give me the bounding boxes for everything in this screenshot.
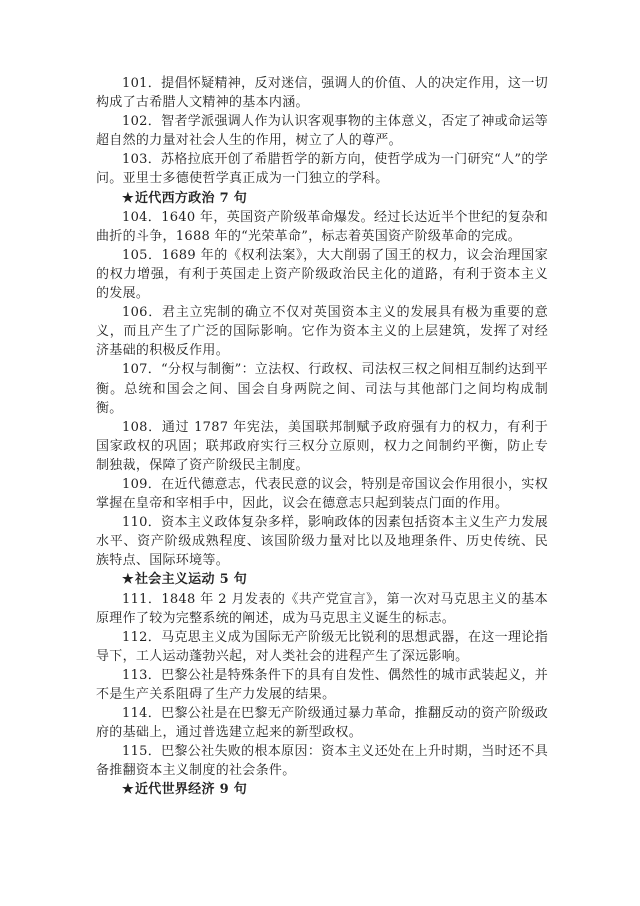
- paragraph-109: 109．在近代德意志，代表民意的议会，特别是帝国议会作用很小，实权掌握在皇帝和宰相手中，因此，议会在德意志只起到装点门面的作用。: [96, 476, 548, 512]
- paragraph-101: 101．提倡怀疑精神，反对迷信，强调人的价值、人的决定作用，这一切构成了古希腊人文精神的基本内涵。: [96, 76, 548, 111]
- paragraph-106: 106．君主立宪制的确立不仅对英国资本主义的发展具有极为重要的意义，而且产生了广泛的国际影响。它作为资本主义的上层建筑，发挥了对经济基础的积极反作用。: [96, 305, 548, 359]
- star-icon: ★: [122, 782, 134, 798]
- section-title: 近代世界经济 9 句: [134, 782, 248, 798]
- paragraph-108: 108．通过 1787 年宪法，美国联邦制赋予政府强有力的权力，有利于国家政权的巩固；联邦政府实行三权分立原则，权力之间制约平衡，防止专制独裁，保障了资产阶级民主制度。: [96, 419, 548, 473]
- paragraph-110: 110．资本主义政体复杂多样，影响政体的因素包括资本主义生产力发展水平、资产阶级成熟程度、该国阶级力量对比以及地理条件、历史传统、民族特点、国际环境等。: [96, 515, 548, 569]
- section-heading-socialist-movement: [96, 570, 548, 589]
- section-heading-modern-western-politics: [96, 189, 548, 208]
- paragraph-105: 105．1689 年的《权利法案》，大大削弱了国王的权力，议会治理国家的权力增强，有利于英国走上资产阶级政治民主化的道路，有利于资本主义的发展。: [96, 247, 548, 302]
- paragraph-115: 115．巴黎公社失败的根本原因：资本主义还处在上升时期，当时还不具备推翻资本主义制度的社会条件。: [96, 744, 548, 779]
- paragraph-114: 114．巴黎公社是在巴黎无产阶级通过暴力革命，推翻反动的资产阶级政府的基础上，通过普选建立起来的新型政权。: [96, 706, 548, 741]
- document-page: [96, 74, 548, 800]
- section-title: 近代西方政治 7 句: [134, 190, 248, 206]
- paragraph-104: 104．1640 年，英国资产阶级革命爆发。经过长达近半个世纪的复杂和曲折的斗争，1688 年的“光荣革命”，标志着英国资产阶级革命的完成。: [96, 209, 548, 244]
- section-title: 社会主义运动 5 句: [134, 572, 248, 588]
- star-icon: ★: [122, 190, 134, 206]
- paragraph-113: 113．巴黎公社是特殊条件下的具有自发性、偶然性的城市武装起义，并不是生产关系阻碍了生产力发展的结果。: [96, 667, 548, 702]
- paragraph-103: 103．苏格拉底开创了希腊哲学的新方向，使哲学成为一门研究“人”的学问。亚里士多德使哲学真正成为一门独立的学科。: [96, 152, 548, 187]
- paragraph-111: 111．1848 年 2 月发表的《共产党宣言》，第一次对马克思主义的基本原理作了较为完整系统的阐述，成为马克思主义诞生的标志。: [96, 591, 548, 626]
- paragraph-107: 107．“分权与制衡”：立法权、行政权、司法权三权之间相互制约达到平衡。总统和国会之间、国会自身两院之间、司法与其他部门之间均构成制衡。: [96, 362, 548, 416]
- paragraph-102: 102．智者学派强调人作为认识客观事物的主体意义，否定了神或命运等超自然的力量对社会人生的作用，树立了人的尊严。: [96, 114, 548, 149]
- paragraph-112: 112．马克思主义成为国际无产阶级无比锐利的思想武器，在这一理论指导下，工人运动蓬勃兴起，对人类社会的进程产生了深远影响。: [96, 629, 548, 664]
- section-heading-modern-world-economy: [96, 780, 548, 799]
- star-icon: ★: [122, 572, 134, 588]
